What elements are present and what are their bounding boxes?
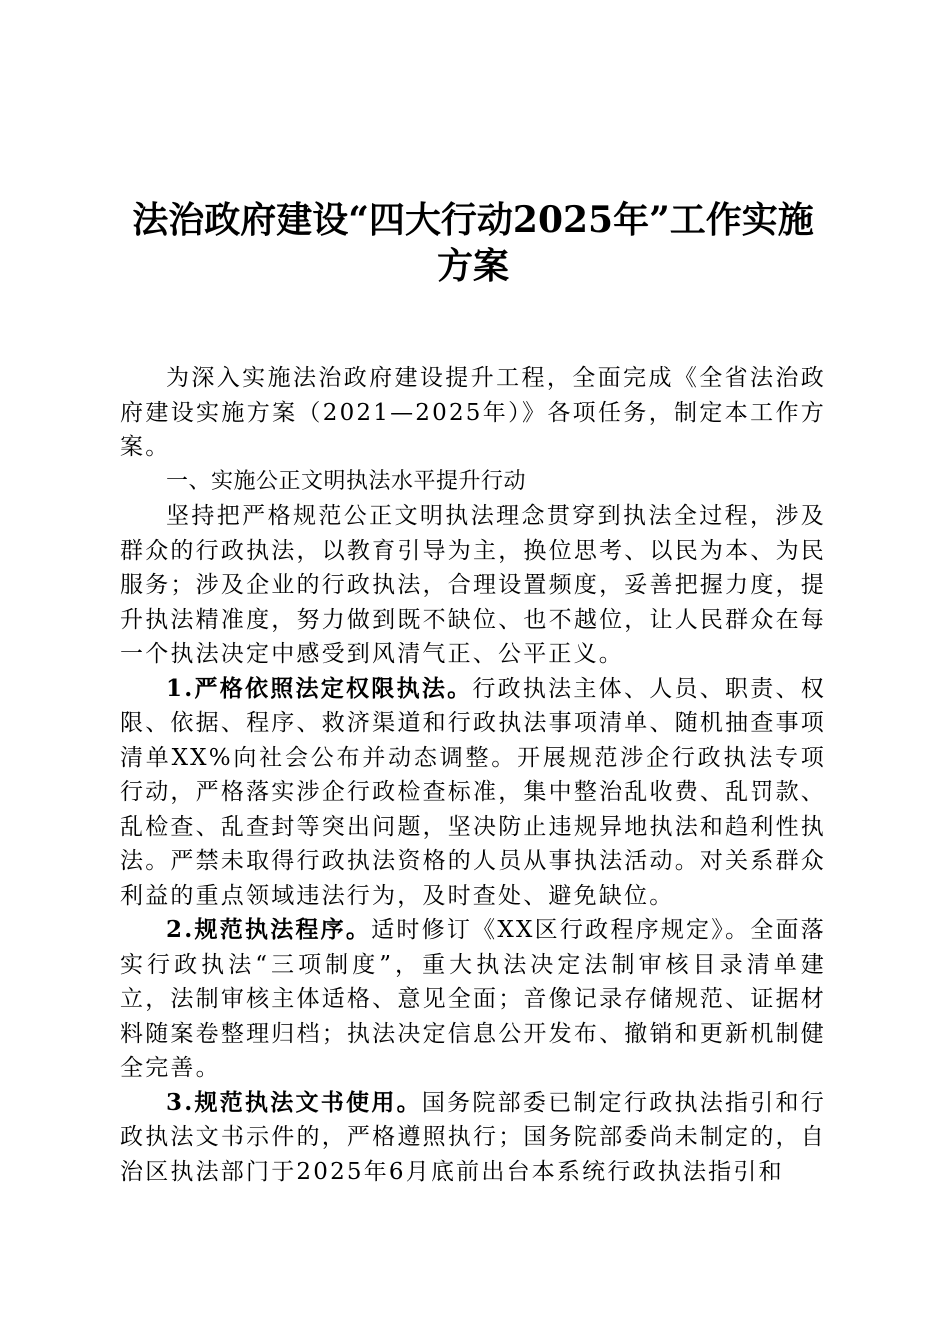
section-1-paragraph: 坚持把严格规范公正文明执法理念贯穿到执法全过程，涉及群众的行政执法，以教育引导为主，换位思考、以民为本、为民服务；涉及企业的行政执法，合理设置频度，妥善把握力度，提升执法精准度，努力做到既不缺位、也不越位，让人民群众在每一个执法决定中感受到风清气正、公平正义。 [120, 503, 826, 667]
item-3-text: 国务院部委已制定行政执法指引和行政执法文书示件的，严格遵照执行；国务院部委尚未制定的，自治区执法部门于2025年6月底前出台本系统行政执法指引和 [120, 1089, 826, 1185]
item-3-paragraph [120, 1086, 826, 1190]
item-1-paragraph [120, 672, 826, 914]
document-title-line-2: 方案 [436, 245, 509, 287]
section-1-heading: 一、实施公正文明执法水平提升行动 [166, 468, 527, 494]
document-body [120, 361, 826, 1189]
item-2-paragraph [120, 913, 826, 1086]
intro-paragraph: 为深入实施法治政府建设提升工程，全面完成《全省法治政府建设实施方案（2021—2025年）》各项任务，制定本工作方案。 [120, 365, 826, 460]
item-3-lead: 3.规范执法文书使用。 [166, 1088, 422, 1116]
item-2-lead: 2.规范执法程序。 [166, 916, 372, 943]
item-2-text: 适时修订《XX区行政程序规定》。全面落实行政执法“三项制度”，重大执法决定法制审核目录清单建立，法制审核主体适格、意见全面；音像记录存储规范、证据材料随案卷整理归档；执法决定信息公开发布、撤销和更新机制健全完善。 [120, 917, 826, 1081]
item-1-text: 行政执法主体、人员、职责、权限、依据、程序、救济渠道和行政执法事项清单、随机抽查事项清单XX%向社会公布并动态调整。开展规范涉企行政执法专项行动，严格落实涉企行政检查标准，集中整治乱收费、乱罚款、乱检查、乱查封等突出问题，坚决防止违规异地执法和趋利性执法。严禁未取得行政执法资格的人员从事执法活动。对关系群众利益的重点领域违法行为，及时查处、避免缺位。 [120, 675, 826, 909]
document-title-line-1: 法治政府建设“四大行动2025年”工作实施 [132, 199, 814, 241]
item-1-lead: 1.严格依照法定权限执法。 [166, 674, 473, 702]
